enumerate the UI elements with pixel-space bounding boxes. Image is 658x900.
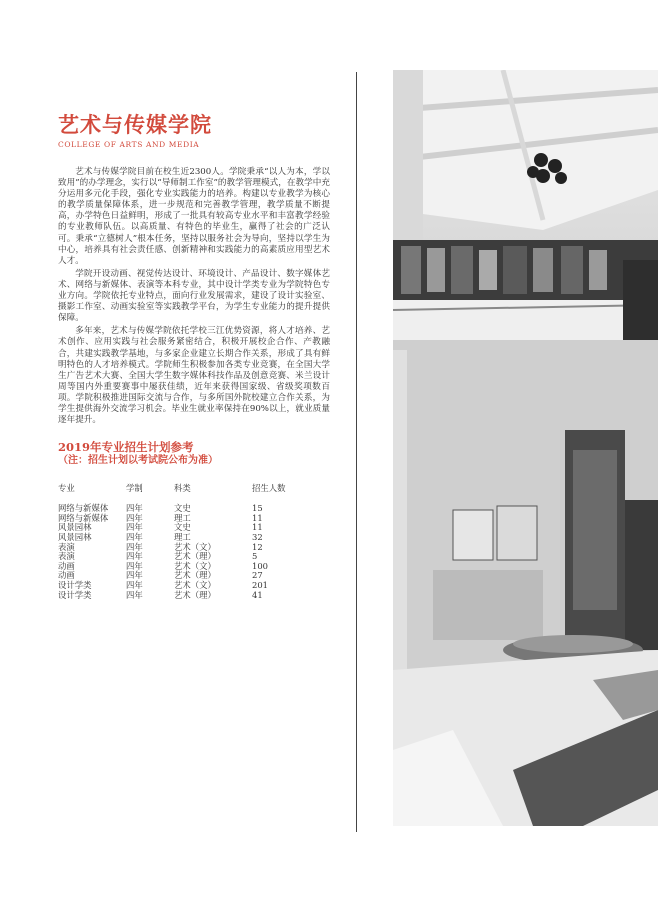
- table-cell: 四年: [126, 503, 143, 514]
- table-cell: 设计学类: [58, 579, 92, 590]
- header-category: 科类: [174, 483, 191, 494]
- atrium-illustration: [393, 70, 658, 826]
- table-cell: 5: [252, 551, 258, 562]
- table-cell: 艺术（理）: [174, 570, 216, 581]
- table-cell: 100: [252, 560, 268, 571]
- table-cell: 四年: [126, 531, 143, 542]
- body-text: [58, 167, 330, 426]
- table-cell: 网络与新媒体: [58, 503, 109, 514]
- table-cell: 27: [252, 570, 263, 581]
- plan-title: 2019年专业招生计划参考: [58, 440, 194, 455]
- table-cell: 41: [252, 589, 263, 600]
- table-cell: 表演: [58, 541, 75, 552]
- header-duration: 学制: [126, 483, 143, 494]
- table-cell: 艺术（理）: [174, 551, 216, 562]
- table-cell: 四年: [126, 541, 143, 552]
- table-cell: 11: [252, 522, 263, 533]
- table-cell: 四年: [126, 512, 143, 523]
- table-cell: 网络与新媒体: [58, 512, 109, 523]
- table-cell: 四年: [126, 589, 143, 600]
- table-cell: 文史: [174, 522, 191, 533]
- plan-table: [58, 482, 312, 600]
- table-cell: 15: [252, 503, 263, 514]
- table-cell: 风景园林: [58, 531, 92, 542]
- table-header-row: [58, 482, 312, 504]
- header-count: 招生人数: [252, 483, 286, 494]
- table-cell: 艺术（理）: [174, 589, 216, 600]
- header-major: 专业: [58, 483, 75, 494]
- left-column: [58, 112, 330, 600]
- table-cell: 动画: [58, 570, 75, 581]
- table-cell: 11: [252, 512, 263, 523]
- page-subtitle: COLLEGE OF ARTS AND MEDIA: [58, 140, 200, 149]
- table-cell: 四年: [126, 570, 143, 581]
- paragraph: 艺术与传媒学院目前在校生近2300人。学院秉承“以人为本，学以致用”的办学理念，实行以“导师制工作室”的教学管理模式，在教学中充分运用多元化手段，强化专业实践能力的培养。构建以专业教学为核心的教学质量保障体系，进一步规范和完善教学管理，教学质量不断提高，办学特色日益鲜明，形成了一批具有较高专业水平和丰富教学经验的专业教师队伍。以高质量、有特色的毕业生，赢得了社会的广泛认可。秉承“立德树人”根本任务，坚持以服务社会为导向，坚持以学生为中心，培养具有社会责任感、创新精神和实践能力的高素质应用型艺术人才。: [58, 167, 330, 266]
- paragraph: 多年来，艺术与传媒学院依托学校三江优势资源，将人才培养、艺术创作、应用实践与社会服务紧密结合，积极开展校企合作、产教融合，共建实践教学基地，与多家企业建立长期合作关系，形成了具有鲜明特色的人才培养模式。学院师生积极参加各类专业竞赛，在全国大学生广告艺术大赛、全国大学生数字媒体科技作品及创意竞赛、米兰设计周等国内外重要赛事中屡获佳绩，近年来获得国家级、省级奖项数百项。学院积极推进国际交流与合作，与多所国外院校建立合作关系，为学生提供海外交流学习机会。毕业生就业率保持在90%以上，就业质量逐年提升。: [58, 326, 330, 426]
- campus-photo: [393, 70, 658, 826]
- table-cell: 理工: [174, 531, 191, 542]
- table-cell: 四年: [126, 522, 143, 533]
- table-cell: 四年: [126, 579, 143, 590]
- table-cell: 四年: [126, 551, 143, 562]
- column-divider: [356, 72, 357, 832]
- table-cell: 艺术（文）: [174, 560, 216, 571]
- table-cell: 艺术（文）: [174, 579, 216, 590]
- table-cell: 艺术（文）: [174, 541, 216, 552]
- table-cell: 风景园林: [58, 522, 92, 533]
- plan-note: （注：招生计划以考试院公布为准）: [58, 455, 218, 467]
- plan-table-body: [58, 504, 312, 600]
- table-row: [58, 591, 312, 601]
- page-title: 艺术与传媒学院: [58, 112, 212, 137]
- table-cell: 四年: [126, 560, 143, 571]
- table-cell: 表演: [58, 551, 75, 562]
- table-cell: 12: [252, 541, 263, 552]
- table-cell: 32: [252, 531, 263, 542]
- paragraph: 学院开设动画、视觉传达设计、环境设计、产品设计、数字媒体艺术、网络与新媒体、表演等本科专业，其中设计学类专业为学院特色专业方向。学院依托专业特点，面向行业发展需求，建设了设计实验室、摄影工作室、动画实验室等实践教学平台，为学生专业能力的提升提供保障。: [58, 268, 330, 324]
- table-cell: 理工: [174, 512, 191, 523]
- table-cell: 文史: [174, 503, 191, 514]
- table-cell: 动画: [58, 560, 75, 571]
- table-cell: 201: [252, 579, 268, 590]
- table-cell: 设计学类: [58, 589, 92, 600]
